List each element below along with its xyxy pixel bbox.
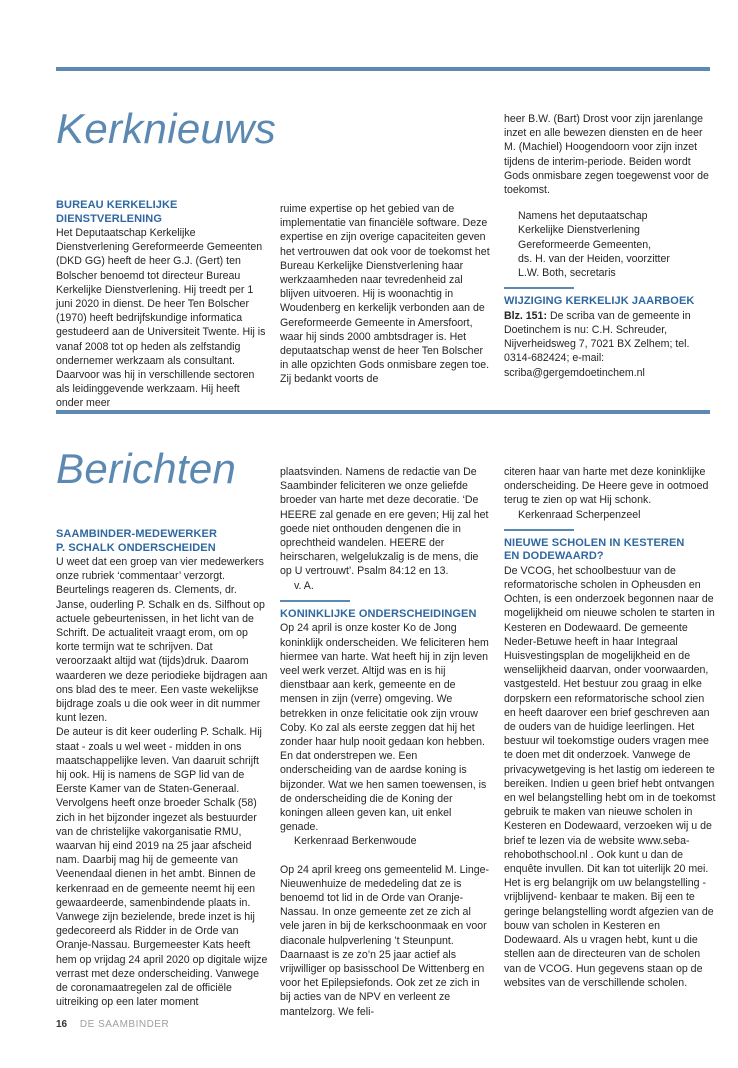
signature-berkenwoude: Kerkenraad Berkenwoude bbox=[294, 835, 417, 848]
section-divider bbox=[280, 600, 350, 602]
signature-line: ds. H. van der Heiden, voorzitter bbox=[518, 252, 670, 265]
article-bureau-text-3: heer B.W. (Bart) Drost voor zijn jarenlange inzet en alle bewezen diensten en de heer M. (Machiel) Hoogendoorn voor zijn inzet tijdens de interim-periode. Beiden wordt Gods onmisbare zegen toegewenst voor de toekomst. bbox=[504, 113, 709, 197]
signature-line: Gereformeerde Gemeenten, bbox=[518, 238, 652, 251]
berichten-column-3 bbox=[504, 465, 716, 990]
berichten-column-1 bbox=[56, 528, 268, 1010]
section-divider-rule bbox=[56, 410, 710, 414]
article-schalk-p2: De auteur is dit keer ouderling P. Schalk. Hij staat - zoals u wel weet - midden in ons maatschappelijke leven. Van daaruit schrijft hij ook. Hij is namens de SGP lid van de Eerste Kamer van de Staten-Generaal. Vervolgens heeft onze broeder Schalk (58) zich in het bijzonder ingezet als bestuurder van de christelijke vakorganisatie RMU, waarvan hij eind 2019 na 25 jaar afscheid nam. Daarbij mag hij de gemeente van Veenendaal dienen in het ambt. Binnen de kerkenraad en de gemeente neemt hij een gewaardeerde, samenbindende plaats in. Vanwege zijn bezielende, brede inzet is hij gedecoreerd als Ridder in de Orde van Oranje-Nassau. Burgemeester Kats heeft hem op vrijdag 24 april 2020 op digitale wijze verrast met deze onderscheiding. Vanwege de coronamaatregelen zal de officiële uitreiking op een later moment bbox=[56, 726, 268, 1009]
signature-va: v. A. bbox=[294, 579, 314, 592]
heading-scholen bbox=[504, 537, 716, 564]
heading-jaarboek: WIJZIGING KERKELIJK JAARBOEK bbox=[504, 295, 695, 308]
kerknieuws-column-2 bbox=[280, 202, 492, 387]
heading-line: EN DODEWAARD? bbox=[504, 550, 604, 563]
article-koninklijk-p1: Op 24 april is onze koster Ko de Jong koninklijk onderscheiden. We feliciteren hem hiermee van harte. Wat heeft hij in zijn leven veel werk verzet. Altijd was en is hij dienstbaar aan kerk, gemeente en de mensen in zijn (verre) omgeving. We betrekken in onze felicitatie ook zijn vrouw Coby. Ko zal als eerste zeggen dat hij het zonder haar hulp nooit gedaan kon hebben. En dat onderstrepen we. Een onderscheiding van de aardse koning is bijzonder. Wat we hen samen toewensen, is de onderscheiding die de Koning der koningen alleen geven kan, uit enkel genade. bbox=[280, 622, 489, 834]
section-title-berichten: Berichten bbox=[56, 445, 237, 492]
signature-line: L.W. Both, secretaris bbox=[518, 267, 616, 280]
heading-schalk bbox=[56, 528, 268, 555]
section-divider bbox=[504, 287, 574, 289]
heading-bureau: BUREAU KERKELIJKE DIENSTVERLENING bbox=[56, 199, 178, 225]
article-schalk-p1: U weet dat een groep van vier medewerkers onze rubriek ‘commentaar’ verzorgt. Beurtelings reageren ds. Clements, dr. Janse, ouderling P. Schalk en ds. Silfhout op actuele gebeurtenissen, in het licht van de Schrift. De actualiteit vraagt erom, om op korte termijn wat te schrijven. Dat veroorzaakt altijd wat (tijds)druk. Daarom waarderen we deze periodieke bijdragen aan ons blad des te meer. Een vaste wekelijkse bijdrage zoals u die ook weer in dit nummer kunt lezen. bbox=[56, 556, 268, 725]
heading-line: NIEUWE SCHOLEN IN KESTEREN bbox=[504, 536, 685, 549]
jaarboek-page-ref: Blz. 151: bbox=[504, 309, 547, 322]
kerknieuws-column-3 bbox=[504, 112, 716, 380]
top-divider bbox=[56, 67, 710, 71]
heading-koninklijk: KONINKLIJKE ONDERSCHEIDINGEN bbox=[280, 607, 477, 620]
signature-line: Namens het deputaatschap bbox=[518, 210, 648, 223]
article-schalk-p3: plaatsvinden. Namens de redactie van De Saambinder feliciteren we onze geliefde broeder van harte met deze decoratie. ‘De HEERE zal genade en ere geven; Hij zal het goede niet onthouden dengenen die in oprechtheid wandelen. HEERE der heirscharen, welgelukzalig is de mens, die op U vertrouwt’. Psalm 84:12 en 13. bbox=[280, 466, 489, 578]
page-footer bbox=[56, 1019, 169, 1030]
berichten-column-2 bbox=[280, 465, 492, 1019]
article-bureau-text-1: Het Deputaatschap Kerkelijke Dienstverlening Gereformeerde Gemeenten (DKD GG) heeft de heer G.J. (Gert) ten Bolscher benoemd tot directeur Bureau Kerkelijke Dienstverlening. Hij treedt per 1 juni 2020 in dienst. De heer Ten Bolscher (1970) heeft bedrijfskundige informatica gestudeerd aan de Universiteit Twente. Hij is vanaf 2008 tot op heden als zelfstandig ondernemer werkzaam als consultant. Daarvoor was hij in verschillende sectoren als leidinggevende werkzaam. Hij heeft onder meer bbox=[56, 227, 266, 410]
signature-deputaatschap bbox=[504, 209, 716, 280]
section-divider bbox=[504, 529, 574, 531]
heading-line: P. SCHALK ONDERSCHEIDEN bbox=[56, 541, 216, 554]
jaarboek-details: De scriba van de gemeente in Doetinchem is nu: C.H. Schreuder, Nijverheidsweg 7, 7021 BX Zelhem; tel. 0314-682424; e-mail: scriba@gergemdoetinchem.nl bbox=[504, 309, 691, 379]
article-scholen-text: De VCOG, het schoolbestuur van de reformatorische scholen in Opheusden en Ochten, is een onderzoek begonnen naar de mogelijkheid om nieuwe scholen te starten in Kesteren en Dodewaard. De gemeente Neder-Betuwe heeft in haar Integraal Huisvestingsplan de mogelijkheid en de wenselijkheid daarvan, onder voorwaarden, vastgesteld. Het bestuur zou graag in elke dorpskern een reformatorische school zien en heeft daarover een brief geschreven aan de ouders van de huidige leerlingen. Het bestuur wil toekomstige ouders vragen mee te doen met dit onderzoek. Vanwege de privacywetgeving is het lastig om iedereen te bereiken. Indien u geen brief hebt ontvangen en wel belangstelling hebt om in de toekomst gebruik te maken van nieuwe scholen in Kesteren en Dodewaard, verzoeken wij u de brief te lezen via de website www.seba-rehobothschool.nl . Ook kunt u dan de enquête invullen. Dit kan tot uiterlijk 20 mei. Het is erg belangrijk om uw belangstelling -vrijblijvend- kenbaar te maken. Bij een te geringe belangstelling wordt afgezien van de bouw van scholen in Kesteren en Dodewaard. Als u vragen hebt, kunt u die stellen aan de directeuren van de scholen van de VCOG. Hun gegevens staan op de websites van de verschillende scholen. bbox=[504, 564, 716, 989]
page-number: 16 bbox=[56, 1019, 68, 1030]
heading-line: SAAMBINDER-MEDEWERKER bbox=[56, 528, 217, 540]
section-title-kerknieuws: Kerknieuws bbox=[56, 105, 277, 152]
signature-line: Kerkelijke Dienstverlening bbox=[518, 224, 640, 237]
article-koninklijk-p3: citeren haar van harte met deze koninklijke onderscheiding. De Heere geve in ootmoed terug te zien op wat Hij schonk. bbox=[504, 466, 709, 507]
article-koninklijk-p2: Op 24 april kreeg ons gemeentelid M. Linge-Nieuwenhuize de mededeling dat ze is benoemd tot lid in de Orde van Oranje-Nassau. In onze gemeente zet ze zich al vele jaren in bij de kerkschoonmaak en voor diaconale hulpverlening ’t Steunpunt. Daarnaast is ze zo’n 25 jaar actief als vrijwilliger op basisschool De Wittenberg en voor het Epilepsiefonds. Ook zet ze zich in bij acties van de NPV en verleent ze mantelzorg. We feli- bbox=[280, 863, 490, 1018]
publication-name: DE SAAMBINDER bbox=[79, 1019, 170, 1030]
article-bureau-text-2: ruime expertise op het gebied van de implementatie van financiële software. Deze expertise en zijn overige capaciteiten geven het vertrouwen dat ook voor de toekomst het Bureau Kerkelijke Dienstverlening haar werkzaamheden naar tevredenheid zal blijven uitvoeren. Hij is woonachtig in Woudenberg en kerkelijk verbonden aan de Gereformeerde Gemeente in Amersfoort, waar hij sinds 2000 ambtsdrager is. Het deputaatschap wenst de heer Ten Bolscher in alle opzichten Gods onmisbare zegen toe. Zij bedankt voorts de bbox=[280, 203, 490, 386]
article-jaarboek-text bbox=[504, 309, 716, 380]
signature-scherpenzeel: Kerkenraad Scherpenzeel bbox=[518, 508, 641, 521]
kerknieuws-column-1 bbox=[56, 199, 268, 411]
